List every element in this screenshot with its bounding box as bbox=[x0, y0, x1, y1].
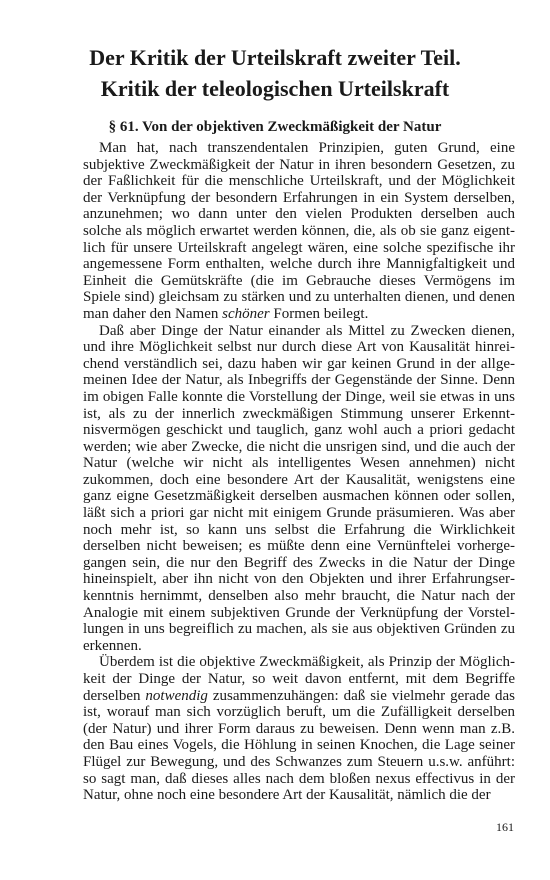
paragraph-3-text-a: Überdem ist die objektive Zweckmäßigkeit, als Prinzip der Möglichkeit der Dinge der Natur, so weit davon entfernt, mit dem Begriffe derselben bbox=[83, 654, 515, 704]
paragraph-2: Daß aber Dinge der Natur einander als Mittel zu Zwecken dienen, und ihre Möglichkeit selbst nur durch diese Art von Kausalität hinreichend verständlich sei, dazu haben wir gar keinen Grund in der allgemeinen Idee der Natur, als Inbegriffs der Gegenstände der Sinne. Denn im obigen Falle konnte die Vorstellung der Dinge, weil sie etwas in uns ist, als zu der innerlich zweckmäßigen Stimmung unserer Erkenntnisvermögen geschickt und tauglich, ganz wohl auch a priori gedacht werden; wie aber Zwecke, die nicht die unsrigen sind, und die auch der Natur (welche wir nicht als intelligentes Wesen annehmen) nicht zukommen, doch eine besondere Art der Kausalität, wenigstens eine ganz eigne Gesetzmäßigkeit derselben ausmachen können oder sollen, läßt sich a priori gar nicht mit einigem Grunde präsumieren. Was aber noch mehr ist, so kann uns selbst die Erfahrung die Wirklichkeit derselben nicht beweisen; es müßte denn eine Vernünftelei vorhergegangen sein, die nur den Begriff des Zwecks in die Natur der Dinge hineinspielt, aber ihn nicht von den Objekten und ihrer Erfahrungserkenntnis hernimmt, denselben also mehr braucht, die Natur nach der Analogie mit einem subjektiven Grunde der Verknüpfung der Vorstellungen in uns begreiflich zu machen, als sie aus objektiven Gründen zu erkennen. bbox=[83, 322, 515, 654]
part-title-line-1: Der Kritik der Urteilskraft zweiter Teil. bbox=[89, 45, 461, 70]
paragraph-1-emphasis: schöner bbox=[222, 305, 270, 322]
paragraph-3-text-b: zusammenzuhängen: daß sie vielmehr gerade das ist, worauf man sich vorzüglich beruft, um die Zufälligkeit derselben (der Natur) und ihrer Form daraus zu beweisen. Denn wenn man z.B. den Bau eines Vogels, die Höhlung in seinen Knochen, die Lage seiner Flügel zur Bewegung, und des Schwanzes zum Steuern u.s.w. anführt: so sagt man, daß dieses alles nach dem bloßen nexus effectivus in der Natur, ohne noch eine besondere Art der Kausalität, nämlich die der bbox=[83, 687, 515, 804]
paragraph-1-text-a: Man hat, nach transzendentalen Prinzipien, guten Grund, eine subjektive Zweckmäßigkeit der Natur in ihren besondern Gesetzen, zu der Faßlichkeit für die menschliche Urteilskraft, und der Möglichkeit der Verknüpfung der besondern Erfahrungen in ein System derselben, anzunehmen; wo dann unter den vielen Produkten derselben auch solche als möglich erwartet werden können, die, als ob sie ganz eigentlich für unsere Urteilskraft angelegt wären, eine solche spezifische ihr angemessene Form enthalten, welche durch ihre Mannigfaltigkeit und Einheit die Gemütskräfte (die im Gebrauche dieses Vermögens im Spiele sind) gleichsam zu stärken und zu unterhalten dienen, und denen man daher den Namen bbox=[83, 140, 515, 322]
paragraph-1 bbox=[83, 140, 515, 323]
body-text bbox=[83, 140, 515, 804]
paragraph-1-text-b: Formen beilegt. bbox=[269, 305, 369, 322]
page-number: 161 bbox=[496, 820, 514, 834]
part-title-line-2: Kritik der teleologischen Urteilskraft bbox=[100, 76, 450, 101]
paragraph-3 bbox=[83, 654, 515, 803]
section-heading: § 61. Von der objektiven Zweckmäßigkeit der Natur bbox=[108, 119, 442, 135]
paragraph-3-emphasis: notwendig bbox=[145, 687, 208, 704]
part-title bbox=[20, 42, 530, 104]
